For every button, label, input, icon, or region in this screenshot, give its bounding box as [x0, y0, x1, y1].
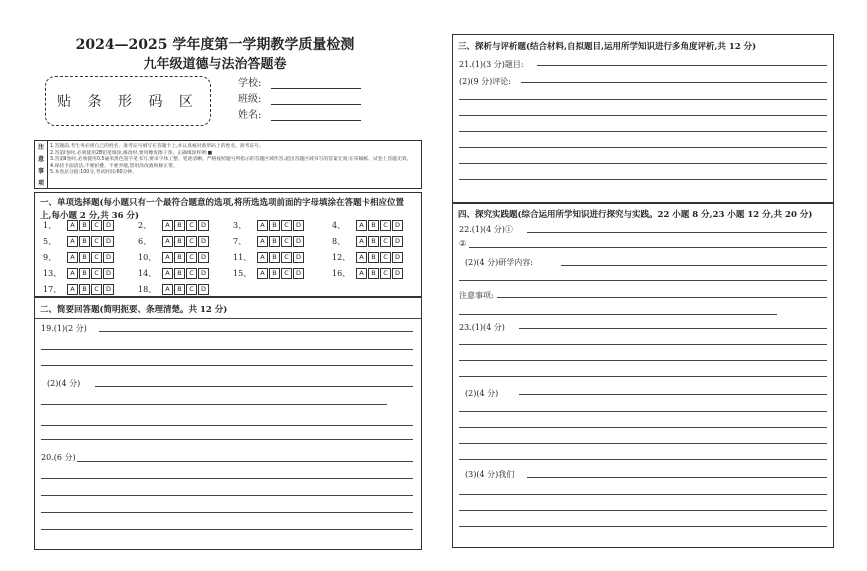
mc-number: 10、: [138, 253, 157, 262]
mc-option-b[interactable]: B: [269, 268, 280, 279]
notice-char: 项: [37, 179, 44, 187]
mc-option-a[interactable]: A: [356, 252, 367, 263]
answer-line[interactable]: [41, 404, 387, 405]
mc-number: 12、: [332, 253, 351, 262]
mc-option-d[interactable]: D: [392, 220, 403, 231]
section3-title: 三、探析与评析题(结合材料,自拟题目,运用所学知识进行多角度评析,共 12 分): [458, 42, 757, 52]
answer-line[interactable]: [41, 349, 413, 350]
q22-1-label: 22.(1)(4 分)①: [459, 225, 513, 234]
mc-option-c[interactable]: C: [186, 252, 197, 263]
notice-item: 1.答题前,考生务必将自己的姓名、准考证号填写在答题卡上,并认真核对条形码上的姓名、准考证号。: [50, 144, 264, 149]
mc-option-c[interactable]: C: [380, 268, 391, 279]
mc-option-d[interactable]: D: [103, 284, 114, 295]
mc-question-9: [43, 252, 115, 263]
mc-option-c[interactable]: C: [91, 236, 102, 247]
name-line: [271, 109, 361, 121]
answer-line[interactable]: [459, 427, 827, 428]
q23-1-label: 23.(1)(4 分): [459, 323, 505, 332]
mc-option-a[interactable]: A: [162, 236, 173, 247]
notice-item: 5.本卷总分值:100分,考试时间:60分钟。: [50, 170, 137, 176]
mc-question-6: [138, 236, 210, 247]
q23-2-label: (2)(4 分): [465, 389, 499, 398]
mc-option-d[interactable]: D: [293, 252, 304, 263]
mc-option-a[interactable]: A: [356, 236, 367, 247]
q22-note-label: 注意事项:: [459, 291, 494, 300]
mc-option-a[interactable]: A: [67, 284, 78, 295]
notice-char: 意: [37, 156, 44, 164]
section1-title: 一、单项选择题(每小题只有一个最符合题意的选项,将所选选项前面的字母填涂在答题卡相应位置: [40, 198, 404, 208]
answer-line[interactable]: [459, 360, 827, 361]
mc-option-b[interactable]: B: [269, 252, 280, 263]
mc-number: 17、: [43, 285, 62, 294]
mc-option-b[interactable]: B: [174, 236, 185, 247]
mc-option-d[interactable]: D: [293, 236, 304, 247]
mc-option-d[interactable]: D: [103, 268, 114, 279]
mc-option-d[interactable]: D: [198, 236, 209, 247]
mc-option-d[interactable]: D: [198, 252, 209, 263]
answer-line[interactable]: [41, 512, 413, 513]
name-field[interactable]: [238, 106, 361, 121]
answer-line[interactable]: [527, 477, 827, 478]
section3-panel: [452, 34, 834, 204]
mc-number: 18、: [138, 285, 157, 294]
mc-option-a[interactable]: A: [162, 284, 173, 295]
mc-option-a[interactable]: A: [162, 220, 173, 231]
mc-question-12: [332, 252, 404, 263]
mc-number: 4、: [332, 221, 346, 230]
mc-number: 5、: [43, 237, 57, 246]
answer-line[interactable]: [537, 65, 827, 66]
mc-option-a[interactable]: A: [257, 220, 268, 231]
answer-line[interactable]: [41, 478, 413, 479]
section1-title-cont: 上,每小题 2 分,共 36 分): [40, 211, 140, 221]
answer-line[interactable]: [459, 147, 827, 148]
notice-char: 事: [37, 167, 44, 175]
section2-title: 二、简要回答题(简明扼要、条理清楚。共 12 分): [40, 305, 228, 315]
mc-option-d[interactable]: D: [103, 252, 114, 263]
mc-number: 9、: [43, 253, 57, 262]
mc-number: 11、: [233, 253, 252, 262]
mc-number: 14、: [138, 269, 157, 278]
answer-line[interactable]: [459, 99, 827, 100]
q19-2-label: (2)(4 分): [47, 379, 81, 388]
mc-number: 1、: [43, 221, 57, 230]
mc-option-c[interactable]: C: [281, 220, 292, 231]
section4-panel: [452, 202, 834, 548]
mc-option-c[interactable]: C: [186, 236, 197, 247]
mc-option-b[interactable]: B: [269, 220, 280, 231]
mc-question-16: [332, 268, 404, 279]
mc-option-b[interactable]: B: [368, 268, 379, 279]
mc-option-b[interactable]: B: [368, 220, 379, 231]
class-label: 班级:: [238, 94, 262, 105]
mc-option-c[interactable]: C: [281, 236, 292, 247]
answer-line[interactable]: [519, 328, 827, 329]
answer-line[interactable]: [519, 394, 827, 395]
mc-number: 7、: [233, 237, 247, 246]
notice-label: [35, 141, 48, 188]
mc-option-d[interactable]: D: [198, 268, 209, 279]
section1-panel: [34, 192, 422, 298]
mc-option-a[interactable]: A: [257, 236, 268, 247]
mc-question-17: [43, 284, 115, 295]
q23-3-label: (3)(4 分)我们: [465, 470, 515, 479]
mc-option-a[interactable]: A: [257, 252, 268, 263]
answer-line[interactable]: [459, 443, 827, 444]
mc-option-c[interactable]: C: [380, 220, 391, 231]
mc-option-a[interactable]: A: [67, 252, 78, 263]
mc-question-14: [138, 268, 210, 279]
mc-option-c[interactable]: C: [281, 252, 292, 263]
mc-question-1: [43, 220, 115, 231]
mc-question-8: [332, 236, 404, 247]
mc-option-d[interactable]: D: [198, 220, 209, 231]
mc-option-c[interactable]: C: [91, 252, 102, 263]
mc-option-b[interactable]: B: [174, 268, 185, 279]
q21-1-label: 21.(1)(3 分)题目:: [459, 60, 524, 69]
mc-option-c[interactable]: C: [281, 268, 292, 279]
answer-line[interactable]: [95, 386, 413, 387]
mc-option-c[interactable]: C: [91, 284, 102, 295]
mc-option-a[interactable]: A: [67, 236, 78, 247]
answer-line[interactable]: [459, 510, 827, 511]
mc-option-c[interactable]: C: [186, 268, 197, 279]
q19-1-label: 19.(1)(2 分): [41, 324, 87, 333]
mc-number: 16、: [332, 269, 351, 278]
mc-question-11: [233, 252, 305, 263]
answer-line[interactable]: [459, 280, 827, 281]
mc-option-b[interactable]: B: [79, 268, 90, 279]
mc-option-c[interactable]: C: [186, 220, 197, 231]
mc-option-b[interactable]: B: [174, 220, 185, 231]
mc-option-b[interactable]: B: [79, 220, 90, 231]
exam-title: 2024—2025 学年度第一学期教学质量检测: [75, 37, 355, 53]
mc-number: 8、: [332, 237, 346, 246]
answer-line[interactable]: [521, 82, 827, 83]
class-line: [271, 93, 361, 105]
school-field[interactable]: [238, 74, 361, 89]
mc-question-15: [233, 268, 305, 279]
barcode-area: 贴 条 形 码 区: [45, 76, 211, 126]
answer-line[interactable]: [459, 526, 827, 527]
mc-option-c[interactable]: C: [91, 220, 102, 231]
mc-option-b[interactable]: B: [269, 236, 280, 247]
mc-question-18: [138, 284, 210, 295]
answer-line[interactable]: [497, 297, 827, 298]
answer-line[interactable]: [77, 461, 413, 462]
mc-question-5: [43, 236, 115, 247]
mc-option-b[interactable]: B: [174, 284, 185, 295]
mc-option-b[interactable]: B: [79, 252, 90, 263]
mc-option-a[interactable]: A: [356, 220, 367, 231]
mc-option-d[interactable]: D: [103, 220, 114, 231]
mc-option-a[interactable]: A: [162, 268, 173, 279]
mc-option-b[interactable]: B: [79, 284, 90, 295]
answer-line[interactable]: [459, 376, 827, 377]
mc-option-a[interactable]: A: [162, 252, 173, 263]
mc-option-d[interactable]: D: [103, 236, 114, 247]
q22-1b-label: ②: [459, 239, 467, 248]
mc-option-d[interactable]: D: [392, 252, 403, 263]
name-label: 姓名:: [238, 110, 262, 121]
mc-option-c[interactable]: C: [380, 252, 391, 263]
answer-line[interactable]: [41, 425, 413, 426]
mc-option-b[interactable]: B: [368, 236, 379, 247]
mc-number: 6、: [138, 237, 152, 246]
school-label: 学校:: [238, 78, 262, 89]
answer-line[interactable]: [41, 529, 413, 530]
mc-option-c[interactable]: C: [186, 284, 197, 295]
mc-option-d[interactable]: D: [198, 284, 209, 295]
mc-option-a[interactable]: A: [67, 220, 78, 231]
notice-char: 注: [37, 144, 44, 152]
answer-line[interactable]: [41, 495, 413, 496]
notice-item: 3.答第Ⅱ卷时,必须使用0.5毫米黑色签字笔书写,要求字体工整、笔迹清晰。严格按照题号所指示的答题区域作答,超出答题区域书写的答案无效;在草稿纸、试卷上答题无效。: [50, 157, 412, 163]
answer-line[interactable]: [469, 247, 827, 248]
answer-line[interactable]: [459, 115, 827, 116]
mc-option-b[interactable]: B: [174, 252, 185, 263]
answer-line[interactable]: [41, 365, 413, 366]
mc-option-b[interactable]: B: [79, 236, 90, 247]
answer-line[interactable]: [459, 494, 827, 495]
mc-question-7: [233, 236, 305, 247]
mc-option-d[interactable]: D: [392, 236, 403, 247]
mc-option-a[interactable]: A: [257, 268, 268, 279]
mc-option-d[interactable]: D: [392, 268, 403, 279]
answer-line[interactable]: [459, 131, 827, 132]
section2-panel: [34, 296, 422, 550]
class-field[interactable]: [238, 90, 361, 105]
mc-question-10: [138, 252, 210, 263]
mc-option-d[interactable]: D: [293, 268, 304, 279]
mc-number: 3、: [233, 221, 247, 230]
mc-option-d[interactable]: D: [293, 220, 304, 231]
answer-line[interactable]: [41, 439, 413, 440]
mc-option-c[interactable]: C: [91, 268, 102, 279]
answer-line[interactable]: [459, 344, 827, 345]
answer-line[interactable]: [459, 179, 827, 180]
mc-option-a[interactable]: A: [67, 268, 78, 279]
mc-question-2: [138, 220, 210, 231]
notice-items: [50, 144, 418, 177]
q22-2-label: (2)(4 分)研学内容:: [465, 258, 533, 267]
mc-question-13: [43, 268, 115, 279]
notice-item: 2.答第Ⅰ卷时,必须使用2B铅笔填涂,修改时,要用橡皮擦干净。正确填涂样例:■: [50, 150, 213, 156]
q20-label: 20.(6 分): [41, 453, 76, 462]
answer-line[interactable]: [561, 265, 827, 266]
mc-number: 15、: [233, 269, 252, 278]
q21-2-label: (2)(9 分)评论:: [459, 77, 511, 86]
mc-option-c[interactable]: C: [380, 236, 391, 247]
answer-line[interactable]: [99, 331, 413, 332]
answer-line[interactable]: [459, 163, 827, 164]
answer-line[interactable]: [459, 314, 777, 315]
exam-subtitle: 九年级道德与法治答题卷: [143, 57, 287, 72]
section2-divider: [35, 318, 421, 319]
mc-number: 13、: [43, 269, 62, 278]
notice-item: 4.保持卡面清洁,不要折叠、不要弄破,禁用涂改液和修正带。: [50, 163, 178, 169]
mc-option-a[interactable]: A: [356, 268, 367, 279]
mc-question-4: [332, 220, 404, 231]
mc-option-b[interactable]: B: [368, 252, 379, 263]
mc-question-3: [233, 220, 305, 231]
answer-line[interactable]: [459, 411, 827, 412]
school-line: [271, 77, 361, 89]
mc-number: 2、: [138, 221, 152, 230]
section4-title: 四、探究实践题(综合运用所学知识进行探究与实践。22 小题 8 分,23 小题 12 分,共 20 分): [458, 210, 813, 220]
answer-line[interactable]: [459, 459, 827, 460]
answer-line[interactable]: [527, 232, 827, 233]
notice-box: [34, 140, 422, 189]
